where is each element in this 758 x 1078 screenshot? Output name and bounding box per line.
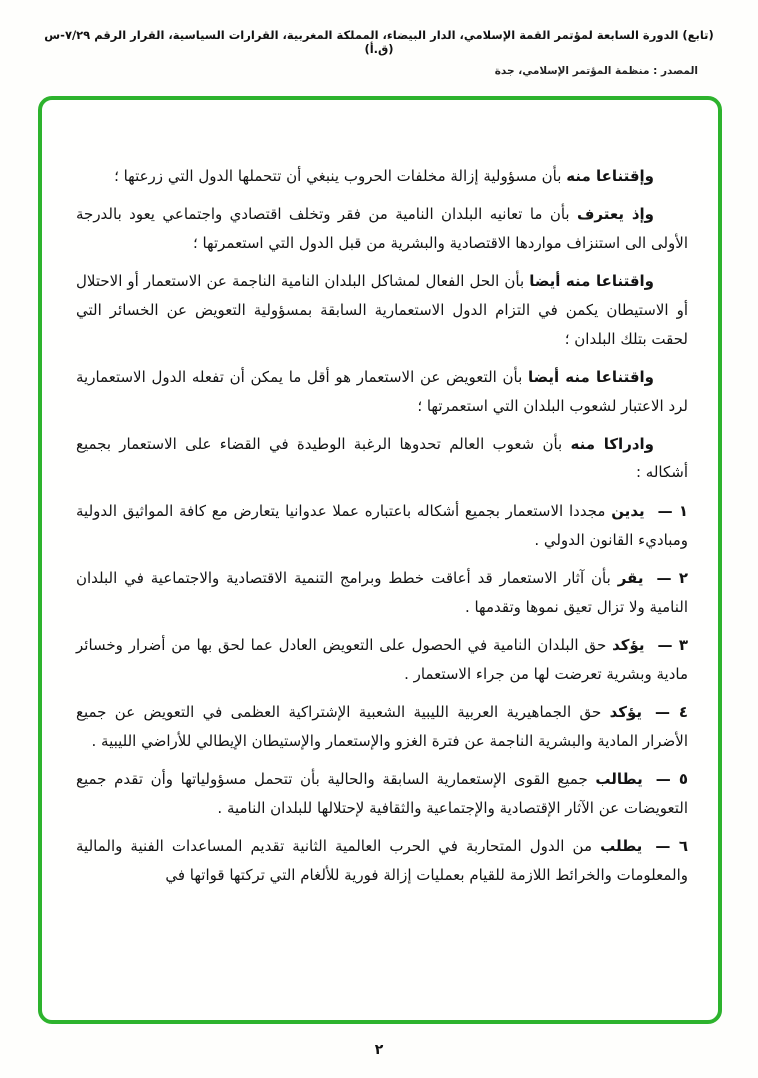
document-header [0,28,758,77]
paragraph-lead: وإقتناعا منه [566,167,654,185]
header-source-line: المصدر : منظمة المؤتمر الإسلامي، جدة [494,65,698,77]
item-number: ٣ — [657,636,688,655]
preamble-paragraph [76,363,688,421]
item-text: مجددا الاستعمار بجميع أشكاله باعتباره عملا عدوانيا يتعارض مع كافة المواثيق الدولية ومباديء القانون الدولي . [76,502,688,550]
item-number: ١ — [657,502,688,521]
paragraph-text: بأن الحل الفعال لمشاكل البلدان النامية الناجمة عن الاستعمار أو الاحتلال أو الاستيطان يكمن في التزام الدول الاستعمارية السابقة بمسؤولية التعويض عن الخسائر التي لحقت بتلك البلدان ؛ [76,271,688,348]
item-lead: يطالب [595,769,643,788]
resolution-item [76,497,688,555]
item-text: حق البلدان النامية في الحصول على التعويض العادل عما لحق بها من أضرار وخسائر مادية وبشرية تعرضت لها من جراء الاستعمار . [76,636,688,684]
page-footer [0,1042,758,1058]
item-number: ٦ — [655,836,688,855]
item-number: ٢ — [656,569,688,588]
item-lead: يدين [611,502,645,521]
paragraph-lead: وإذ يعترف [577,204,654,223]
resolution-item [76,564,688,622]
item-number: ٤ — [655,703,688,721]
header-citation-line: (تابع) الدورة السابعة لمؤتمر القمة الإسلامي، الدار البيضاء، المملكة المغربية، القرارات السياسية، القرار الرقم ٧/٢٩-س (ق.أ) [44,28,714,56]
preamble-paragraph [76,200,688,258]
item-lead: يقر [617,569,644,588]
resolution-item [76,631,688,689]
paragraph-lead: واقتناعا منه أيضا [527,367,654,386]
green-highlight-frame [38,96,722,1024]
paragraph-text: بأن ما تعانيه البلدان النامية من فقر وتخلف اقتصادي واجتماعي يعود بالدرجة الأولى الى استنزاف مواردها الاقتصادية والبشرية من قبل الدول التي استعمرتها ؛ [76,204,688,252]
preamble-paragraph [76,267,688,354]
resolution-item [76,698,688,756]
paragraph-lead: وادراكا منه [570,434,654,453]
paragraph-text: بأن شعوب العالم تحدوها الرغبة الوطيدة في القضاء على الاستعمار بجميع أشكاله : [76,434,688,482]
paragraph-text: بأن التعويض عن الاستعمار هو أقل ما يمكن أن تفعله الدول الاستعمارية لرد الاعتبار لشعوب البلدان التي استعمرتها ؛ [76,367,688,415]
preamble-paragraph [76,162,688,191]
item-text: من الدول المتحاربة في الحرب العالمية الثانية تقديم المساعدات الفنية والمالية والمعلومات والخرائط اللازمة للقيام بعمليات إزالة فورية للألغام التي تركتها قواتها في [76,836,688,884]
paragraph-lead: واقتناعا منه أيضا [529,271,654,290]
preamble-paragraph [76,430,688,488]
document-body-text [76,162,688,1012]
paragraph-text: بأن مسؤولية إزالة مخلفات الحروب ينبغي أن تتحملها الدول التي زرعتها ؛ [114,167,562,185]
item-lead: يطلب [600,836,643,855]
item-lead: يؤكد [609,703,643,721]
resolution-item [76,832,688,890]
item-lead: يؤكد [612,636,645,655]
resolution-item [76,765,688,823]
item-text: حق الجماهيرية العربية الليبية الشعبية الإشتراكية العظمى في التعويض عن جميع الأضرار المادية والبشرية الناجمة عن فترة الغزو والإستعمار والإستيطان الإيطالي للأراضي الليبية . [76,703,688,750]
item-text: جميع القوى الإستعمارية السابقة والحالية بأن تتحمل مسؤولياتها وأن تقدم جميع التعويضات عن الآثار الإقتصادية والإجتماعية والثقافية لإحتلالها للبلدان النامية . [76,769,688,817]
page-number: ٢ [374,1042,384,1058]
item-number: ٥ — [655,769,688,788]
item-text: بأن آثار الاستعمار قد أعاقت خطط وبرامج التنمية الاقتصادية والاجتماعية في البلدان النامية ولا تزال تعيق نموها وتقدمها . [76,569,688,617]
